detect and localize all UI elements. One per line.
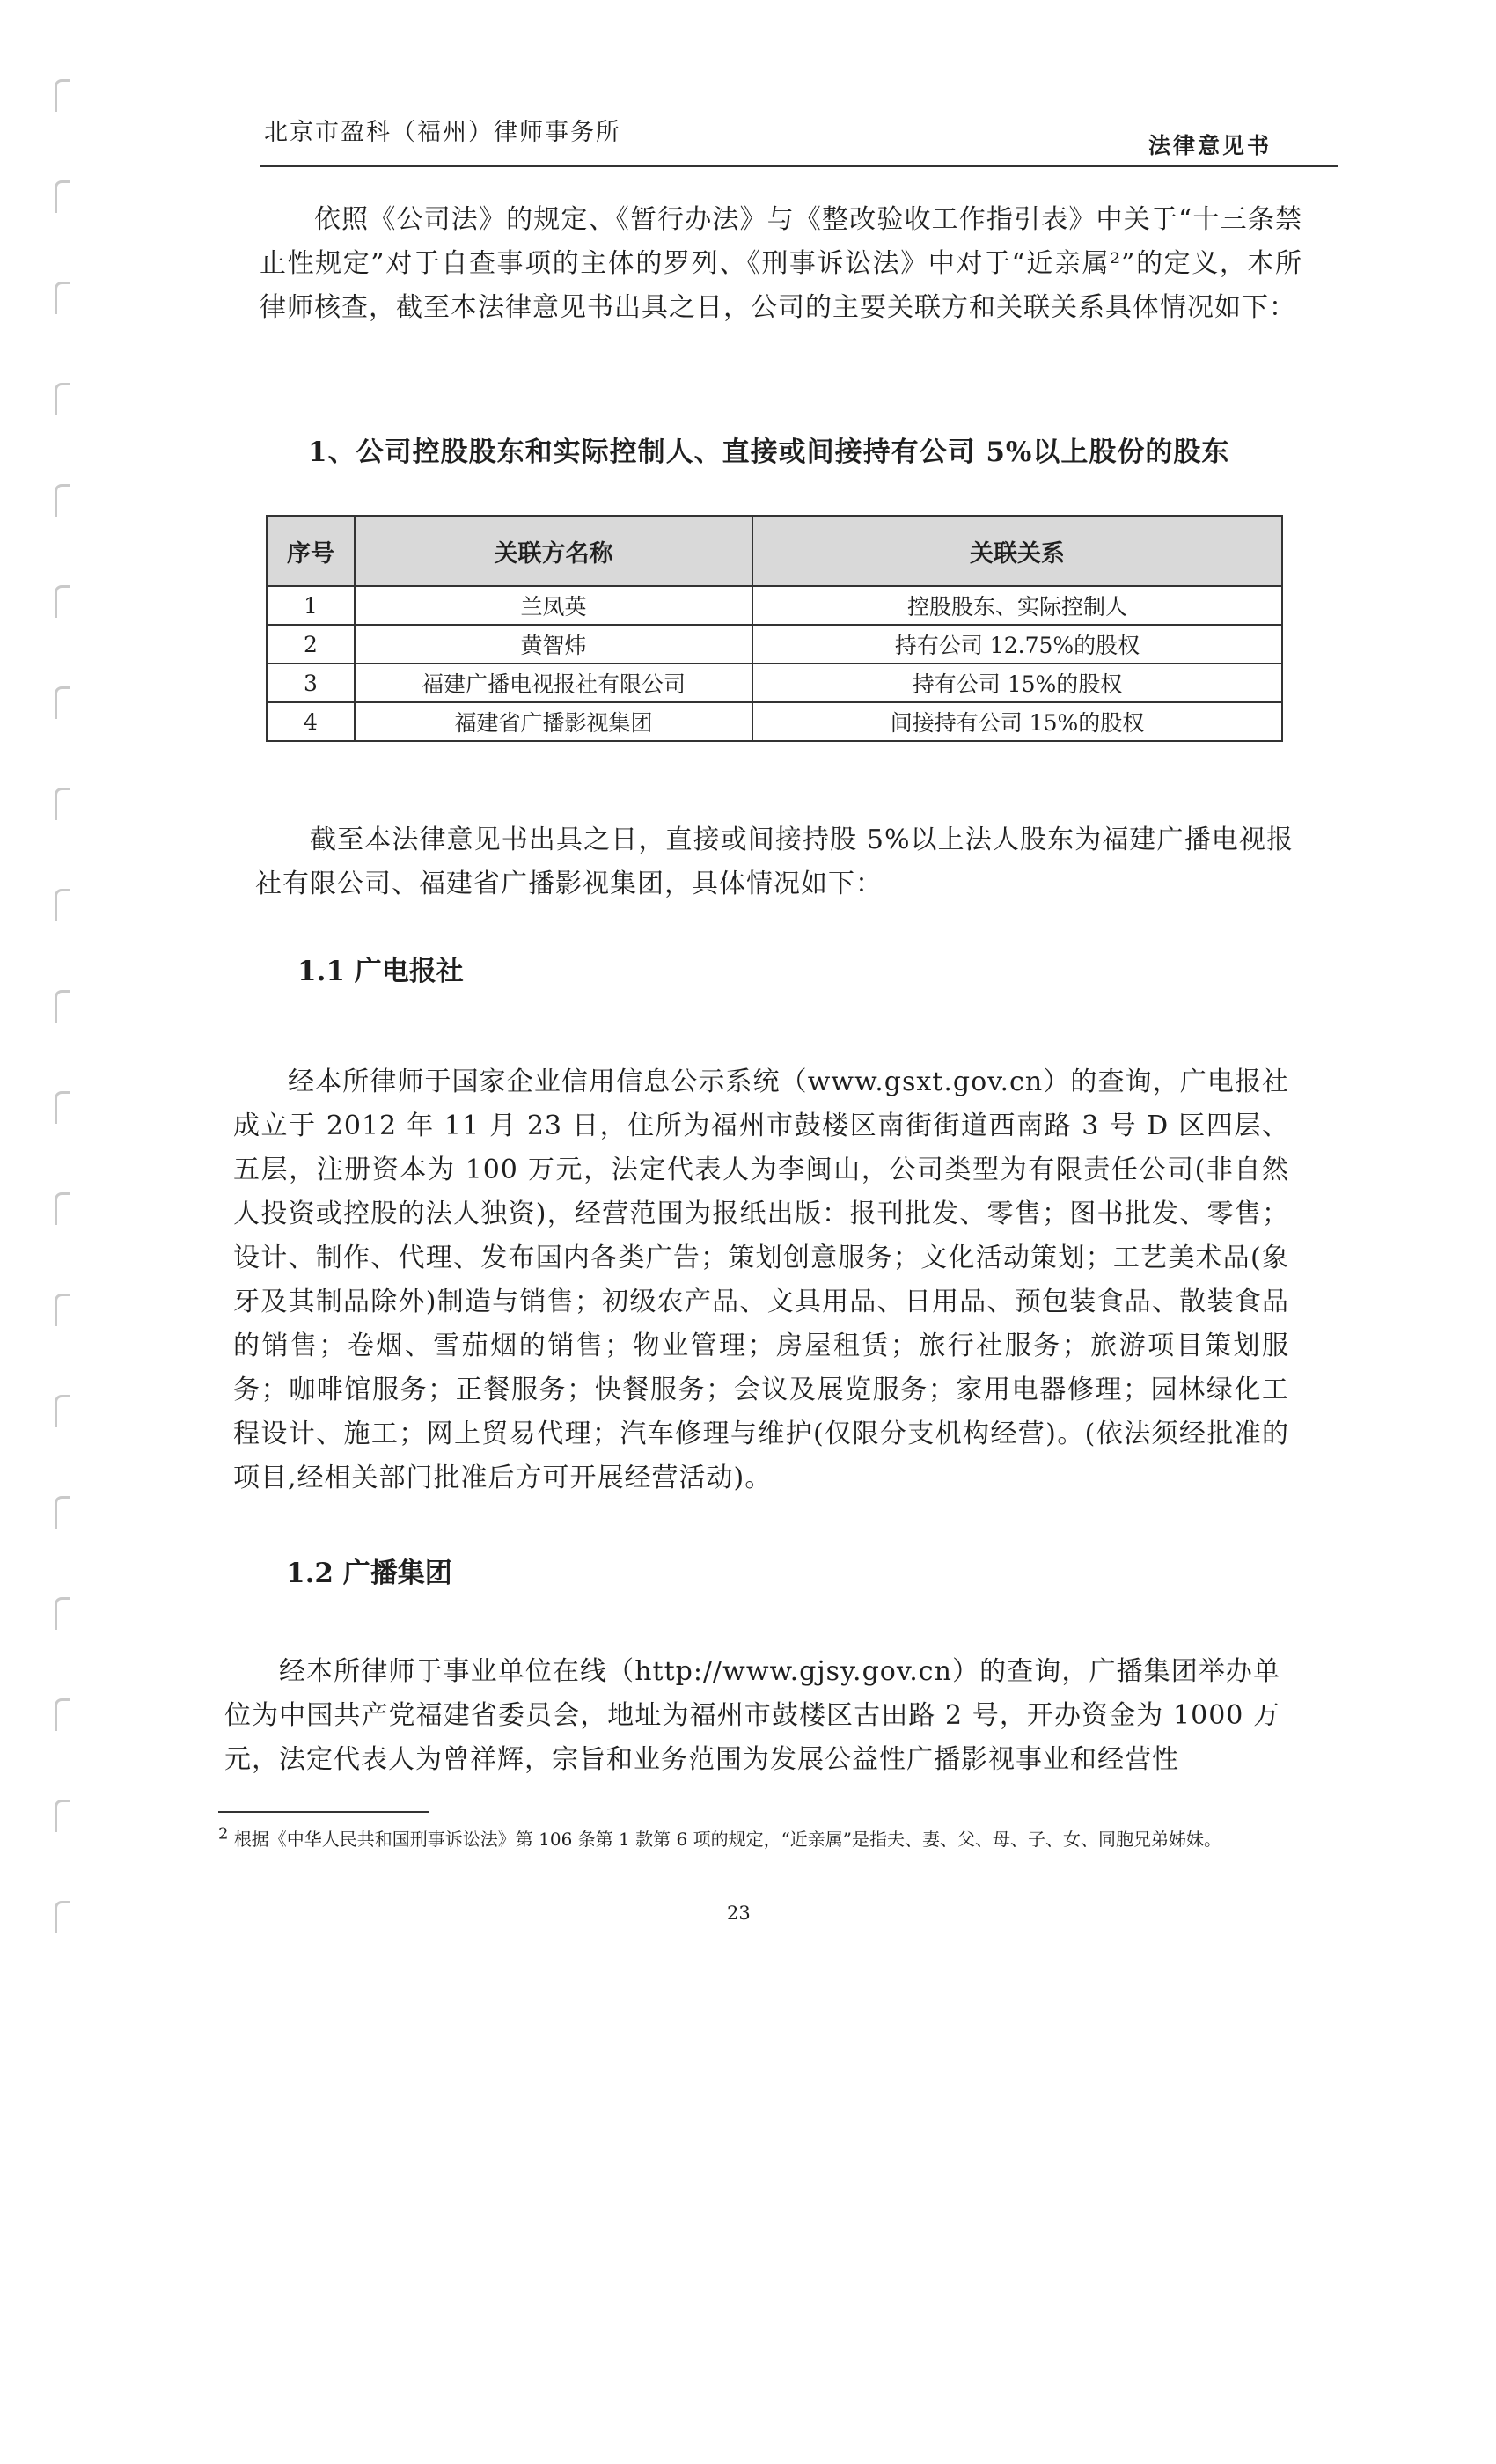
subsection-1-2-paragraph: 经本所律师于事业单位在线（http://www.gjsy.gov.cn）的查询，广播集团举办单位为中国共产党福建省委员会，地址为福州市鼓楼区古田路 2 号，开办资金为 1000 万元，法定代表人为曾祥辉，宗旨和业务范围为发展公益性广播影视事业和经营性 [224, 1656, 1280, 1775]
row-relation: 间接持有公司 15%的股权 [752, 702, 1282, 741]
table-header-relation: 关联关系 [752, 516, 1282, 586]
section-1-heading: 1、公司控股股东和实际控制人、直接或间接持有公司 5%以上股份的股东 [308, 436, 1230, 468]
row-name: 福建省广播影视集团 [355, 702, 752, 741]
footnote-marker: 2 [218, 1824, 229, 1844]
row-name: 兰凤英 [355, 586, 752, 625]
intro-paragraph: 依照《公司法》的规定、《暂行办法》与《整改验收工作指引表》中关于“十三条禁止性规定”对于自查事项的主体的罗列、《刑事诉讼法》中对于“近亲属²”的定义，本所律师核查，截至本法律意见书出具之日，公司的主要关联方和关联关系具体情况如下： [260, 204, 1302, 323]
row-no: 3 [267, 664, 355, 702]
table-row [267, 664, 1282, 702]
table-header-row [267, 516, 1282, 586]
row-no: 4 [267, 702, 355, 741]
row-relation: 持有公司 15%的股权 [752, 664, 1282, 702]
table-row [267, 702, 1282, 741]
footnote-text: 根据《中华人民共和国刑事诉讼法》第 106 条第 1 款第 6 项的规定，“近亲属”是指夫、妻、父、母、子、女、同胞兄弟姊妹。 [233, 1829, 1222, 1850]
header-rule [260, 165, 1338, 167]
table-row [267, 586, 1282, 625]
row-name: 黄智炜 [355, 625, 752, 664]
subsection-1-1-heading: 1.1 广电报社 [297, 956, 464, 987]
related-party-table [266, 515, 1283, 742]
table-header-no: 序号 [267, 516, 355, 586]
header-firm-name: 北京市盈科（福州）律师事务所 [264, 119, 621, 146]
after-table-paragraph: 截至本法律意见书出具之日，直接或间接持股 5%以上法人股东为福建广播电视报社有限公司、福建省广播影视集团，具体情况如下： [255, 825, 1294, 899]
page-number: 23 [727, 1903, 751, 1924]
row-relation: 持有公司 12.75%的股权 [752, 625, 1282, 664]
footnote [218, 1825, 1274, 1853]
footnote-rule [218, 1811, 429, 1813]
subsection-1-1-paragraph: 经本所律师于国家企业信用信息公示系统（www.gsxt.gov.cn）的查询，广电报社成立于 2012 年 11 月 23 日，住所为福州市鼓楼区南街街道西南路 3 号 D 区四层、五层，注册资本为 100 万元，法定代表人为李闽山，公司类型为有限责任公司(非自然人投资或控股的法人独资)，经营范围为报纸出版：报刊批发、零售；图书批发、零售；设计、制作、代理、发布国内各类广告；策划创意服务；文化活动策划；工艺美术品(象牙及其制品除外)制造与销售；初级农产品、文具用品、日用品、预包装食品、散装食品的销售；卷烟、雪茄烟的销售；物业管理；房屋租赁；旅行社服务；旅游项目策划服务；咖啡馆服务；正餐服务；快餐服务；会议及展览服务；家用电器修理；园林绿化工程设计、施工；网上贸易代理；汽车修理与维护(仅限分支机构经营)。(依法须经批准的项目,经相关部门批准后方可开展经营活动)。 [233, 1067, 1289, 1493]
row-relation: 控股股东、实际控制人 [752, 586, 1282, 625]
subsection-1-2-heading: 1.2 广播集团 [286, 1558, 452, 1589]
row-no: 2 [267, 625, 355, 664]
row-name: 福建广播电视报社有限公司 [355, 664, 752, 702]
table-header-name: 关联方名称 [355, 516, 752, 586]
header-doc-type: 法律意见书 [1148, 133, 1272, 158]
table-row [267, 625, 1282, 664]
row-no: 1 [267, 586, 355, 625]
